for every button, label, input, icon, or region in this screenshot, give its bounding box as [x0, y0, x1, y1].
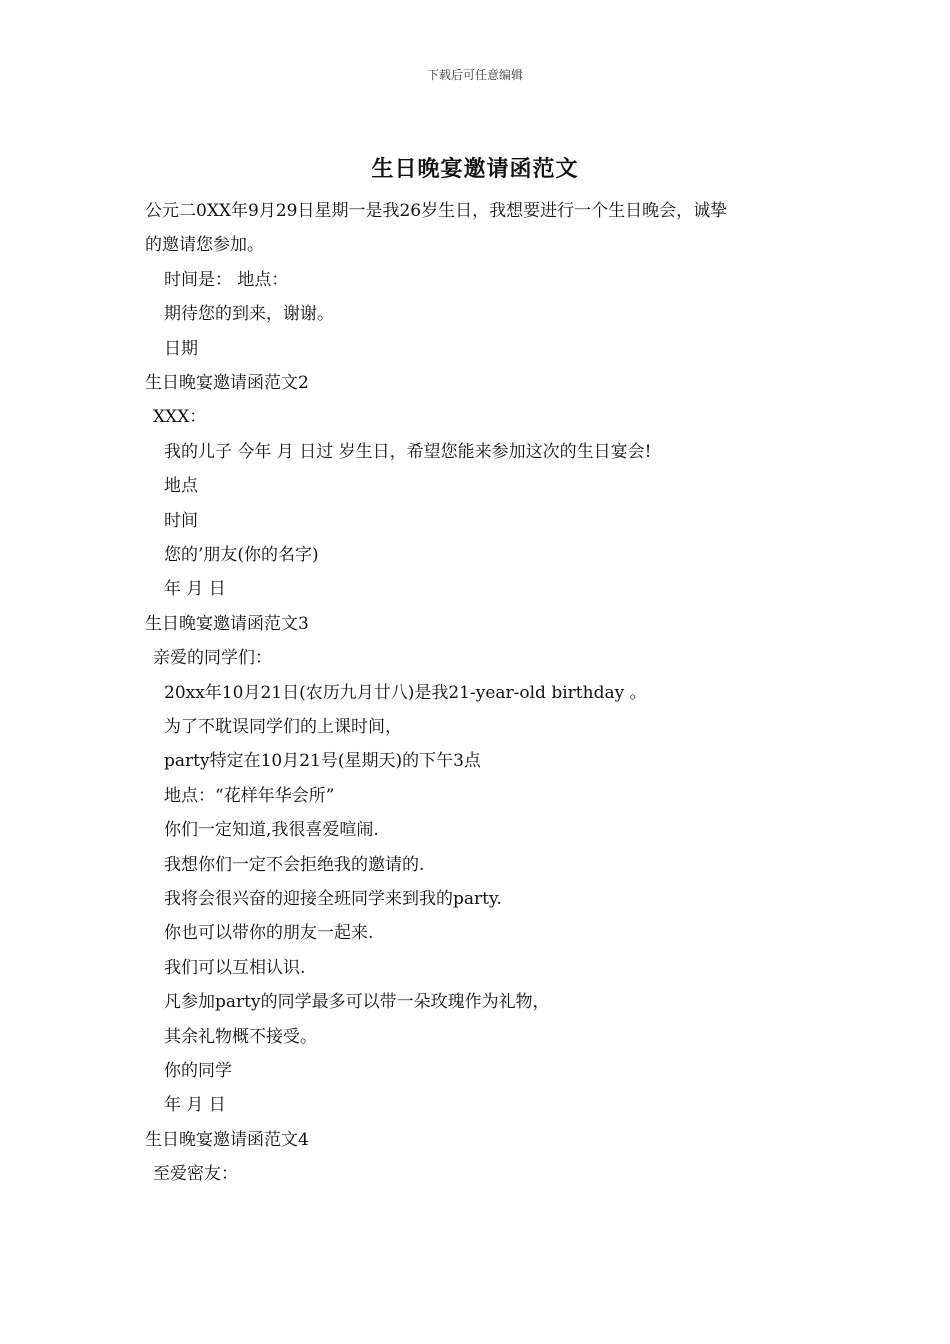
body-line: 日期 [164, 338, 198, 359]
body-line: 我的儿子 今年 月 日过 岁生日，希望您能来参加这次的生日宴会! [164, 441, 652, 462]
body-line: 亲爱的同学们： [153, 648, 272, 669]
body-line: 时间是： 地点： [164, 269, 289, 290]
body-line: 你们一定知道,我很喜爱喧闹. [164, 820, 379, 841]
body-line: 时间 [164, 510, 198, 531]
page-header: 下载后可任意编辑 [426, 68, 523, 82]
body-line: 生日晚宴邀请函范文4 [145, 1129, 309, 1150]
body-line: 你也可以带你的朋友一起来. [164, 923, 374, 944]
body-line: 我们可以互相认识. [164, 957, 306, 978]
body-line: 你的同学 [164, 1061, 232, 1081]
body-line: 至爱密友： [153, 1164, 238, 1185]
body-line: 您的’朋友(你的名字) [164, 545, 319, 565]
body-line: 20xx年10月21日(农历九月廿八)是我21-year-old birthday 。 [164, 682, 647, 703]
body-line: 年 月 日 [164, 1095, 226, 1116]
body-line: 地点：“花样年华会所” [164, 785, 335, 806]
body-line: 地点 [164, 476, 198, 497]
body-line: 的邀请您参加。 [145, 235, 264, 256]
body-line: 我想你们一定不会拒绝我的邀请的. [164, 854, 425, 875]
body-line: 为了不耽误同学们的上课时间， [164, 717, 402, 737]
body-line: 我将会很兴奋的迎接全班同学来到我的party. [164, 889, 502, 909]
body-line: 生日晚宴邀请函范文2 [145, 373, 309, 393]
body-line: 生日晚宴邀请函范文3 [145, 613, 309, 634]
body-line: XXX： [153, 407, 207, 428]
body-line: 年 月 日 [164, 579, 226, 600]
body-line: party特定在10月21号(星期天)的下午3点 [164, 751, 481, 772]
body-line: 期待您的到来，谢谢。 [164, 304, 334, 325]
body-line: 凡参加party的同学最多可以带一朵玫瑰作为礼物， [164, 992, 550, 1013]
document-title: 生日晚宴邀请函范文 [371, 156, 579, 182]
body-line: 其余礼物概不接受。 [164, 1026, 317, 1047]
body-line: 公元二0XX年9月29日星期一是我26岁生日，我想要进行一个生日晚会，诚挚 [145, 201, 728, 221]
